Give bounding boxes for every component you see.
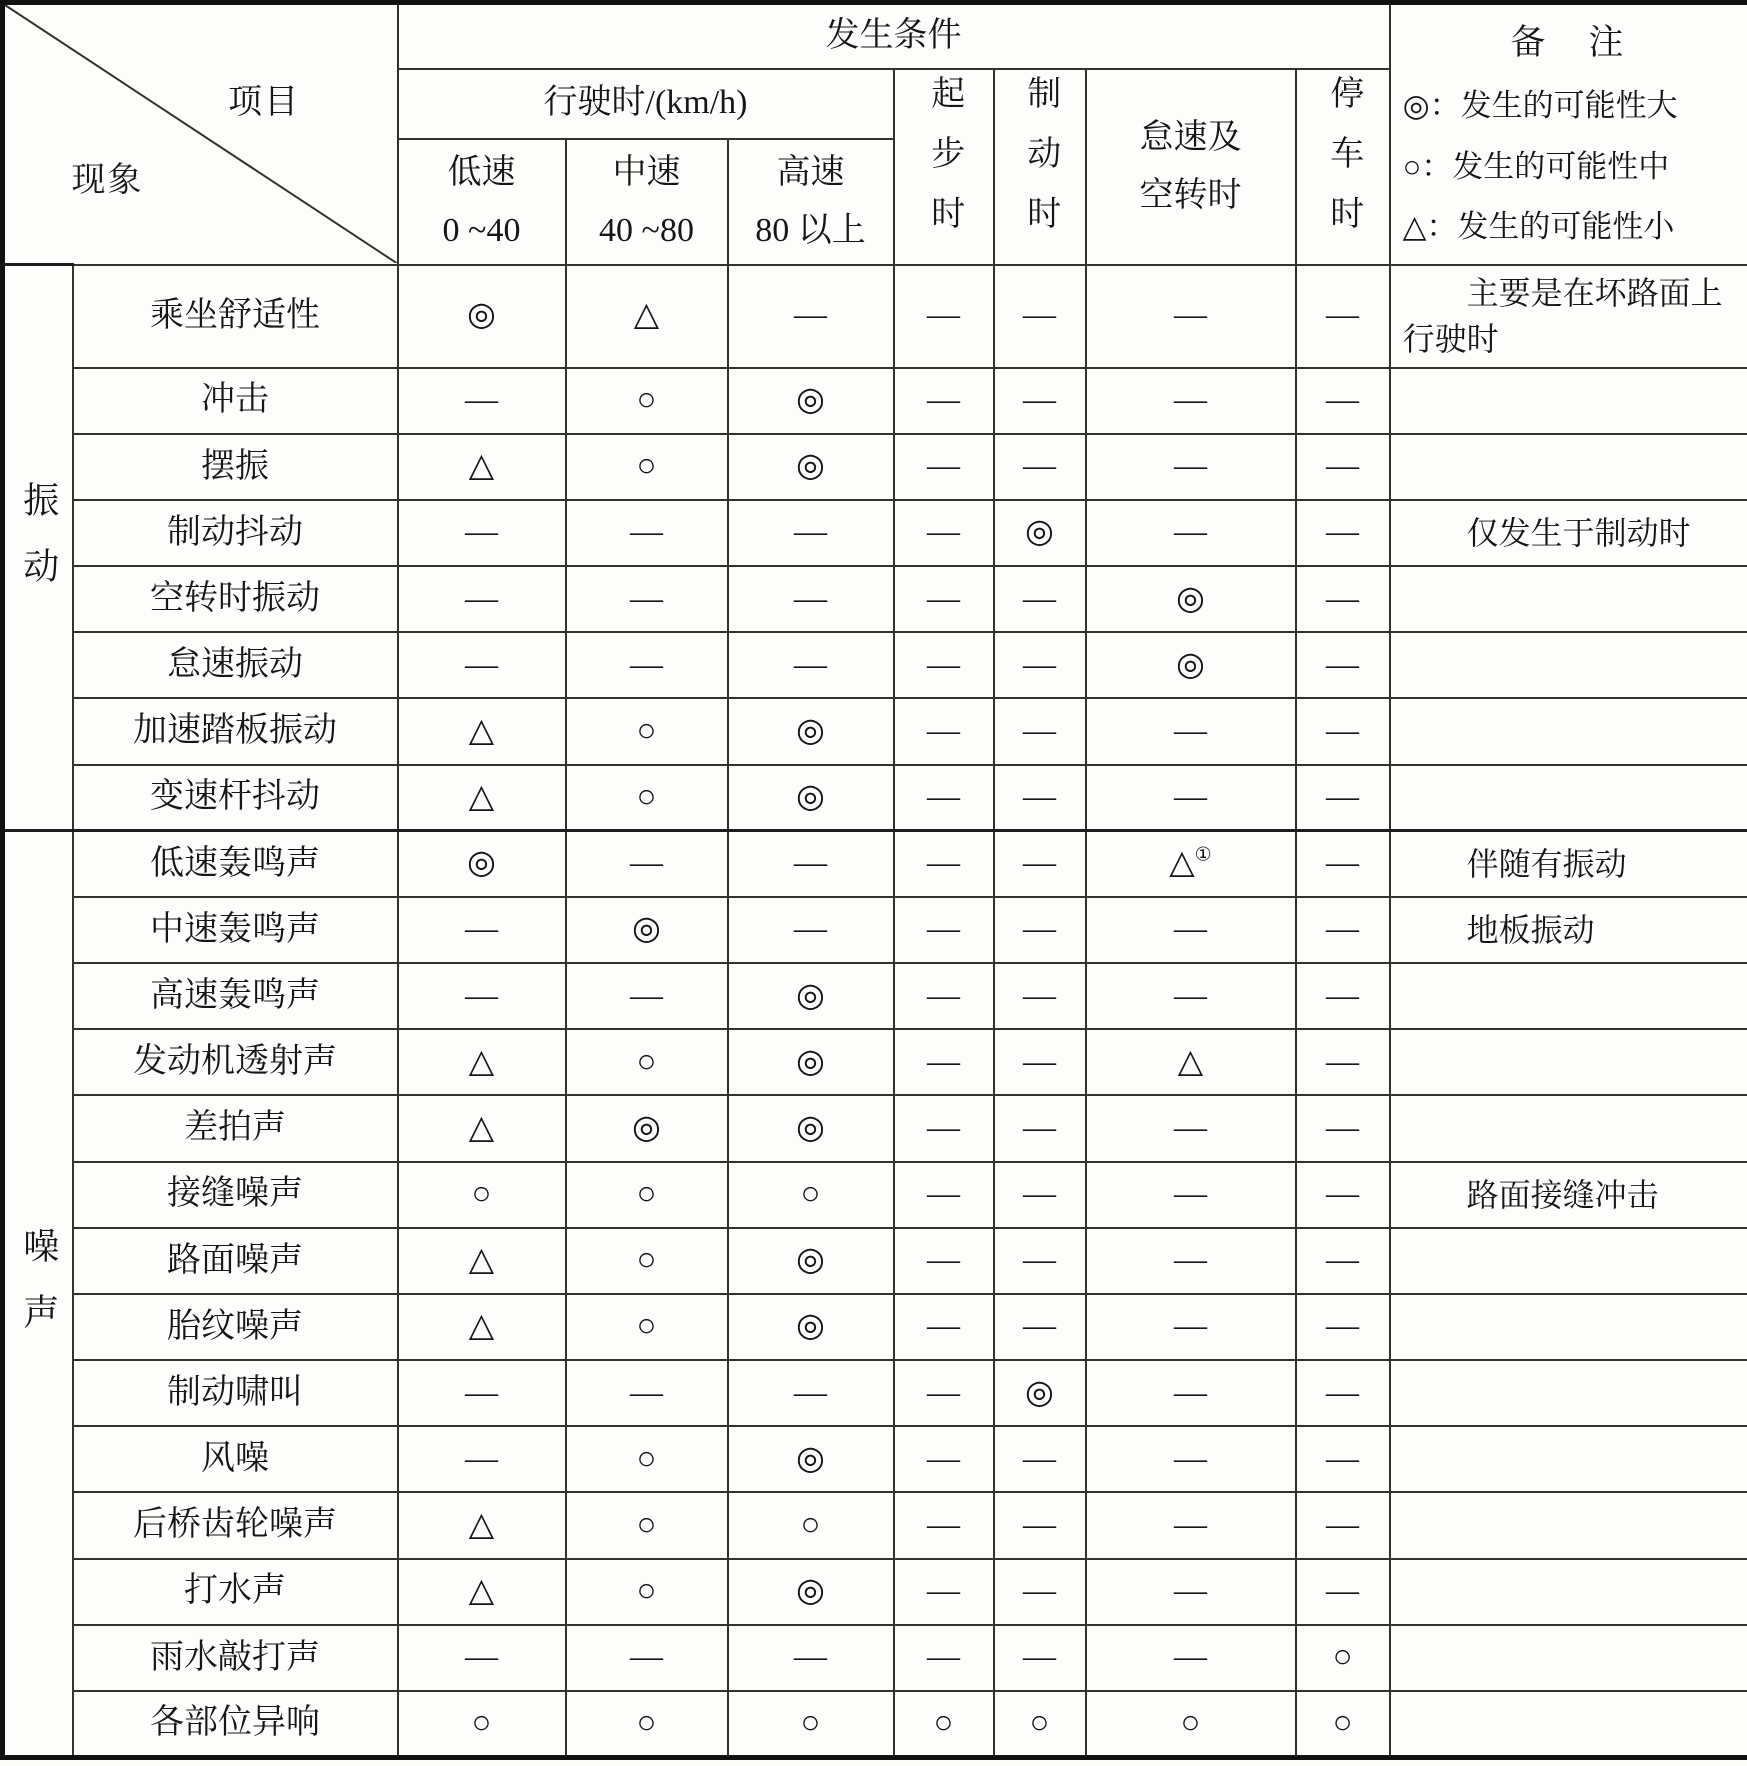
- condition-symbol-cell: —: [728, 265, 894, 368]
- phenomenon-name: 乘坐舒适性: [73, 265, 398, 368]
- condition-symbol-cell: —: [398, 632, 566, 698]
- group-label-noise: [3, 831, 73, 1758]
- condition-symbol-cell: —: [728, 632, 894, 698]
- condition-symbol-cell: —: [398, 1360, 566, 1426]
- condition-symbol-cell: —: [566, 963, 728, 1029]
- table-row: [3, 368, 1747, 434]
- remark-cell: [1390, 1492, 1747, 1558]
- condition-symbol-cell: —: [894, 698, 994, 764]
- condition-symbol-cell: —: [894, 1228, 994, 1294]
- condition-symbol-cell: —: [1296, 765, 1390, 831]
- condition-symbol-cell: —: [1296, 1492, 1390, 1558]
- remark-cell: [1390, 1360, 1747, 1426]
- condition-symbol-cell: —: [894, 1029, 994, 1095]
- phenomenon-name: 加速踏板振动: [73, 698, 398, 764]
- condition-symbol-cell: —: [1296, 1426, 1390, 1492]
- footnote-marker: ①: [1195, 845, 1212, 866]
- header-driving-speed: 行驶时/(km/h): [398, 69, 894, 139]
- condition-symbol-cell: ◎: [728, 1095, 894, 1161]
- table-row: [3, 566, 1747, 632]
- group-label-text: 振动: [16, 481, 61, 613]
- condition-symbol-cell: ◎: [728, 1029, 894, 1095]
- condition-symbol-cell: —: [398, 566, 566, 632]
- table-row: [3, 1095, 1747, 1161]
- table-row: [3, 698, 1747, 764]
- table-row: [3, 963, 1747, 1029]
- condition-symbol-cell: —: [728, 897, 894, 963]
- condition-symbol-cell: ◎: [728, 1294, 894, 1360]
- condition-symbol-cell: ○: [566, 1029, 728, 1095]
- condition-symbol-cell: △: [398, 1492, 566, 1558]
- table-row: [3, 831, 1747, 897]
- condition-symbol-cell: —: [1296, 698, 1390, 764]
- condition-symbol-cell: —: [894, 632, 994, 698]
- legend-high: ◎：发生的可能性大: [1391, 87, 1747, 126]
- condition-symbol-cell: ○: [398, 1691, 566, 1758]
- remark-cell: [1390, 1426, 1747, 1492]
- table-row: [3, 1294, 1747, 1360]
- phenomenon-name: 空转时振动: [73, 566, 398, 632]
- table-row: [3, 1691, 1747, 1758]
- remark-cell: [1390, 1095, 1747, 1161]
- legend-medium: ○：发生的可能性中: [1391, 148, 1747, 187]
- remark-cell: [1390, 698, 1747, 764]
- phenomenon-name: 低速轰鸣声: [73, 831, 398, 897]
- phenomenon-name: 制动抖动: [73, 500, 398, 566]
- condition-symbol-cell: —: [1296, 632, 1390, 698]
- condition-symbol-cell: —: [1296, 1559, 1390, 1625]
- condition-symbol-cell: —: [994, 1095, 1086, 1161]
- condition-symbol-cell: —: [1296, 1162, 1390, 1228]
- header-starting: 起步时: [894, 69, 994, 265]
- condition-symbol-cell: —: [1296, 1228, 1390, 1294]
- remark-cell: [1390, 368, 1747, 434]
- condition-symbol-cell: —: [1086, 368, 1296, 434]
- remark-title: 备 注: [1391, 21, 1747, 65]
- condition-symbol-cell: —: [1086, 1492, 1296, 1558]
- condition-symbol-cell: —: [1296, 1294, 1390, 1360]
- table-row: [3, 1625, 1747, 1691]
- condition-symbol-cell: —: [994, 1294, 1086, 1360]
- condition-symbol-cell: ◎: [398, 831, 566, 897]
- condition-symbol-cell: —: [1296, 368, 1390, 434]
- corner-label-item: 项目: [228, 82, 300, 125]
- condition-symbol-cell: ◎: [398, 265, 566, 368]
- condition-symbol-cell: —: [994, 368, 1086, 434]
- condition-symbol-cell: —: [894, 1492, 994, 1558]
- condition-symbol-cell: ○: [728, 1691, 894, 1758]
- phenomenon-name: 接缝噪声: [73, 1162, 398, 1228]
- condition-symbol-cell: —: [566, 1625, 728, 1691]
- condition-symbol-cell: ○: [566, 1162, 728, 1228]
- condition-symbol-cell: —: [894, 500, 994, 566]
- condition-symbol-cell: —: [994, 831, 1086, 897]
- condition-symbol-cell: —: [1086, 1426, 1296, 1492]
- table-row: [3, 265, 1747, 368]
- condition-symbol-cell: —: [894, 1162, 994, 1228]
- condition-symbol-cell: —: [894, 265, 994, 368]
- condition-symbol-cell: —: [994, 1492, 1086, 1558]
- condition-symbol-cell: —: [1086, 1360, 1296, 1426]
- table-row: [3, 1228, 1747, 1294]
- condition-symbol-cell: ◎: [728, 1426, 894, 1492]
- condition-symbol-cell: —: [994, 1559, 1086, 1625]
- condition-symbol-cell: —: [1296, 500, 1390, 566]
- condition-symbol-cell: —: [398, 500, 566, 566]
- table-row: [3, 1426, 1747, 1492]
- remark-cell: 主要是在坏路面上行驶时: [1390, 265, 1747, 368]
- condition-symbol-cell: △: [398, 434, 566, 500]
- table-row: [3, 434, 1747, 500]
- condition-symbol-cell: ◎: [1086, 632, 1296, 698]
- phenomenon-name: 怠速振动: [73, 632, 398, 698]
- condition-symbol-cell: —: [894, 1426, 994, 1492]
- condition-symbol-cell: —: [894, 765, 994, 831]
- condition-symbol-cell: —: [994, 1426, 1086, 1492]
- remark-cell: [1390, 1625, 1747, 1691]
- condition-symbol-cell: —: [994, 566, 1086, 632]
- condition-symbol-cell: —: [894, 434, 994, 500]
- remark-cell: [1390, 1691, 1747, 1758]
- condition-symbol-cell: —: [728, 500, 894, 566]
- condition-symbol-cell: —: [994, 632, 1086, 698]
- condition-symbol-cell: —: [1086, 1294, 1296, 1360]
- phenomenon-name: 中速轰鸣声: [73, 897, 398, 963]
- condition-symbol-cell: —: [398, 963, 566, 1029]
- remark-cell: [1390, 765, 1747, 831]
- condition-symbol-cell: ◎: [728, 434, 894, 500]
- phenomenon-name: 各部位异响: [73, 1691, 398, 1758]
- condition-symbol-cell: —: [398, 368, 566, 434]
- remark-cell: [1390, 1294, 1747, 1360]
- phenomenon-name: 风噪: [73, 1426, 398, 1492]
- condition-symbol-cell: —: [894, 1294, 994, 1360]
- condition-symbol-cell: —: [1296, 831, 1390, 897]
- condition-symbol-cell: —: [1296, 1360, 1390, 1426]
- condition-symbol-cell: ◎: [728, 698, 894, 764]
- condition-symbol-cell: —: [1296, 566, 1390, 632]
- condition-symbol-cell: ○: [728, 1492, 894, 1558]
- condition-symbol-cell: —: [1296, 265, 1390, 368]
- condition-symbol-cell: —: [728, 1360, 894, 1426]
- condition-symbol-cell: ◎: [728, 1228, 894, 1294]
- header-high-speed: 高速 80 以上: [728, 139, 894, 265]
- condition-symbol-cell: ○: [566, 1294, 728, 1360]
- condition-symbol-cell: △: [398, 698, 566, 764]
- condition-symbol-cell: —: [1086, 265, 1296, 368]
- table-row: [3, 1360, 1747, 1426]
- phenomenon-name: 变速杆抖动: [73, 765, 398, 831]
- condition-symbol-cell: △①: [1086, 831, 1296, 897]
- table-row: [3, 500, 1747, 566]
- condition-symbol-cell: ○: [398, 1162, 566, 1228]
- condition-symbol-cell: —: [994, 963, 1086, 1029]
- remark-cell: 路面接缝冲击: [1390, 1162, 1747, 1228]
- condition-symbol-cell: ◎: [728, 963, 894, 1029]
- condition-symbol-cell: —: [994, 1228, 1086, 1294]
- condition-symbol-cell: —: [994, 698, 1086, 764]
- condition-symbol-cell: —: [994, 434, 1086, 500]
- condition-symbol-cell: —: [1086, 1625, 1296, 1691]
- phenomenon-name: 路面噪声: [73, 1228, 398, 1294]
- condition-symbol-cell: △: [398, 765, 566, 831]
- condition-symbol-cell: ○: [566, 434, 728, 500]
- header-mid-speed: 中速 40 ~80: [566, 139, 728, 265]
- table-row: [3, 765, 1747, 831]
- condition-symbol-cell: ○: [566, 1426, 728, 1492]
- phenomenon-name: 打水声: [73, 1559, 398, 1625]
- condition-symbol-cell: ○: [566, 368, 728, 434]
- condition-symbol-cell: —: [894, 1559, 994, 1625]
- remark-cell: [1390, 1029, 1747, 1095]
- header-braking: 制动时: [994, 69, 1086, 265]
- condition-symbol-cell: —: [566, 500, 728, 566]
- remark-cell: 伴随有振动: [1390, 831, 1747, 897]
- condition-symbol-cell: △: [566, 265, 728, 368]
- remark-cell: [1390, 566, 1747, 632]
- condition-symbol-cell: △: [398, 1029, 566, 1095]
- condition-symbol-cell: ○: [894, 1691, 994, 1758]
- condition-symbol-cell: —: [894, 963, 994, 1029]
- condition-symbol-cell: —: [398, 1426, 566, 1492]
- table-row: [3, 897, 1747, 963]
- condition-symbol-cell: △: [398, 1559, 566, 1625]
- condition-symbol-cell: ◎: [728, 765, 894, 831]
- condition-symbol-cell: △: [398, 1095, 566, 1161]
- condition-symbol-cell: —: [1086, 1162, 1296, 1228]
- condition-symbol-cell: ○: [728, 1162, 894, 1228]
- condition-symbol-cell: —: [1086, 1228, 1296, 1294]
- condition-symbol-cell: —: [398, 897, 566, 963]
- condition-symbol-cell: ○: [566, 1492, 728, 1558]
- condition-symbol-cell: ○: [566, 765, 728, 831]
- condition-symbol-cell: △: [1086, 1029, 1296, 1095]
- condition-symbol-cell: —: [894, 368, 994, 434]
- condition-symbol-cell: —: [1086, 698, 1296, 764]
- phenomenon-name: 冲击: [73, 368, 398, 434]
- condition-symbol-cell: —: [994, 1625, 1086, 1691]
- condition-symbol-cell: —: [1086, 963, 1296, 1029]
- condition-symbol-cell: —: [894, 1095, 994, 1161]
- phenomenon-name: 高速轰鸣声: [73, 963, 398, 1029]
- remark-cell: [1390, 1228, 1747, 1294]
- condition-symbol-cell: ○: [994, 1691, 1086, 1758]
- header-stopped: 停车时: [1296, 69, 1390, 265]
- condition-symbol-cell: ◎: [1086, 566, 1296, 632]
- condition-symbol-cell: —: [1086, 434, 1296, 500]
- phenomenon-name: 差拍声: [73, 1095, 398, 1161]
- condition-symbol-cell: ◎: [566, 1095, 728, 1161]
- phenomenon-name: 雨水敲打声: [73, 1625, 398, 1691]
- table-row: [3, 1162, 1747, 1228]
- header-remark: [1390, 3, 1747, 265]
- condition-symbol-cell: —: [994, 1029, 1086, 1095]
- corner-diagonal-cell: [3, 3, 398, 265]
- condition-symbol-cell: —: [894, 566, 994, 632]
- condition-symbol-cell: —: [994, 765, 1086, 831]
- condition-symbol-cell: —: [566, 566, 728, 632]
- condition-symbol-cell: —: [894, 1360, 994, 1426]
- condition-symbol-cell: —: [728, 566, 894, 632]
- condition-symbol-cell: ◎: [994, 500, 1086, 566]
- remark-cell: 仅发生于制动时: [1390, 500, 1747, 566]
- condition-symbol-cell: —: [994, 265, 1086, 368]
- condition-symbol-cell: △: [398, 1294, 566, 1360]
- remark-cell: [1390, 434, 1747, 500]
- condition-symbol-cell: —: [728, 831, 894, 897]
- phenomenon-name: 摆振: [73, 434, 398, 500]
- group-label-text: 噪声: [16, 1227, 61, 1359]
- condition-symbol-cell: —: [1296, 434, 1390, 500]
- condition-symbol-cell: —: [398, 1625, 566, 1691]
- header-occurrence-conditions: 发生条件: [398, 3, 1390, 69]
- condition-symbol-cell: —: [1086, 1095, 1296, 1161]
- condition-symbol-cell: ○: [566, 1559, 728, 1625]
- phenomenon-name: 制动啸叫: [73, 1360, 398, 1426]
- condition-symbol-cell: —: [1296, 897, 1390, 963]
- condition-symbol-cell: —: [566, 831, 728, 897]
- condition-symbol-cell: ◎: [728, 1559, 894, 1625]
- table-row: [3, 1559, 1747, 1625]
- condition-symbol-cell: ◎: [994, 1360, 1086, 1426]
- legend-low: △：发生的可能性小: [1391, 208, 1747, 247]
- condition-symbol-cell: —: [1086, 500, 1296, 566]
- table-row: [3, 1492, 1747, 1558]
- remark-cell: 地板振动: [1390, 897, 1747, 963]
- condition-symbol-cell: ○: [566, 1691, 728, 1758]
- condition-symbol-cell: —: [566, 632, 728, 698]
- condition-symbol-cell: —: [1296, 1029, 1390, 1095]
- condition-symbol-cell: —: [1296, 963, 1390, 1029]
- phenomenon-name: 发动机透射声: [73, 1029, 398, 1095]
- condition-symbol-cell: ◎: [728, 368, 894, 434]
- condition-symbol-cell: —: [994, 1162, 1086, 1228]
- remark-cell: [1390, 963, 1747, 1029]
- phenomenon-name: 后桥齿轮噪声: [73, 1492, 398, 1558]
- condition-symbol-cell: —: [1086, 897, 1296, 963]
- header-idle: 怠速及 空转时: [1086, 69, 1296, 265]
- table-row: [3, 1029, 1747, 1095]
- remark-cell: [1390, 632, 1747, 698]
- condition-symbol-cell: —: [728, 1625, 894, 1691]
- group-label-vibration: [3, 265, 73, 831]
- remark-cell: [1390, 1559, 1747, 1625]
- corner-label-phenomenon: 现象: [72, 160, 144, 203]
- condition-symbol-cell: ○: [1296, 1691, 1390, 1758]
- condition-symbol-cell: —: [1086, 765, 1296, 831]
- condition-symbol-cell: ○: [566, 1228, 728, 1294]
- condition-symbol-cell: —: [894, 897, 994, 963]
- condition-symbol-cell: —: [894, 1625, 994, 1691]
- condition-symbol-cell: ◎: [566, 897, 728, 963]
- condition-symbol-cell: △: [398, 1228, 566, 1294]
- condition-symbol-cell: ○: [1296, 1625, 1390, 1691]
- condition-symbol-cell: ○: [566, 698, 728, 764]
- condition-symbol-cell: ○: [1086, 1691, 1296, 1758]
- condition-symbol-cell: —: [1086, 1559, 1296, 1625]
- diagonal-line: [5, 5, 397, 263]
- condition-symbol-cell: —: [894, 831, 994, 897]
- condition-symbol-cell: —: [566, 1360, 728, 1426]
- condition-symbol-cell: —: [1296, 1095, 1390, 1161]
- table-row: [3, 632, 1747, 698]
- condition-symbol-cell: —: [994, 897, 1086, 963]
- phenomenon-name: 胎纹噪声: [73, 1294, 398, 1360]
- header-low-speed: 低速 0 ~40: [398, 139, 566, 265]
